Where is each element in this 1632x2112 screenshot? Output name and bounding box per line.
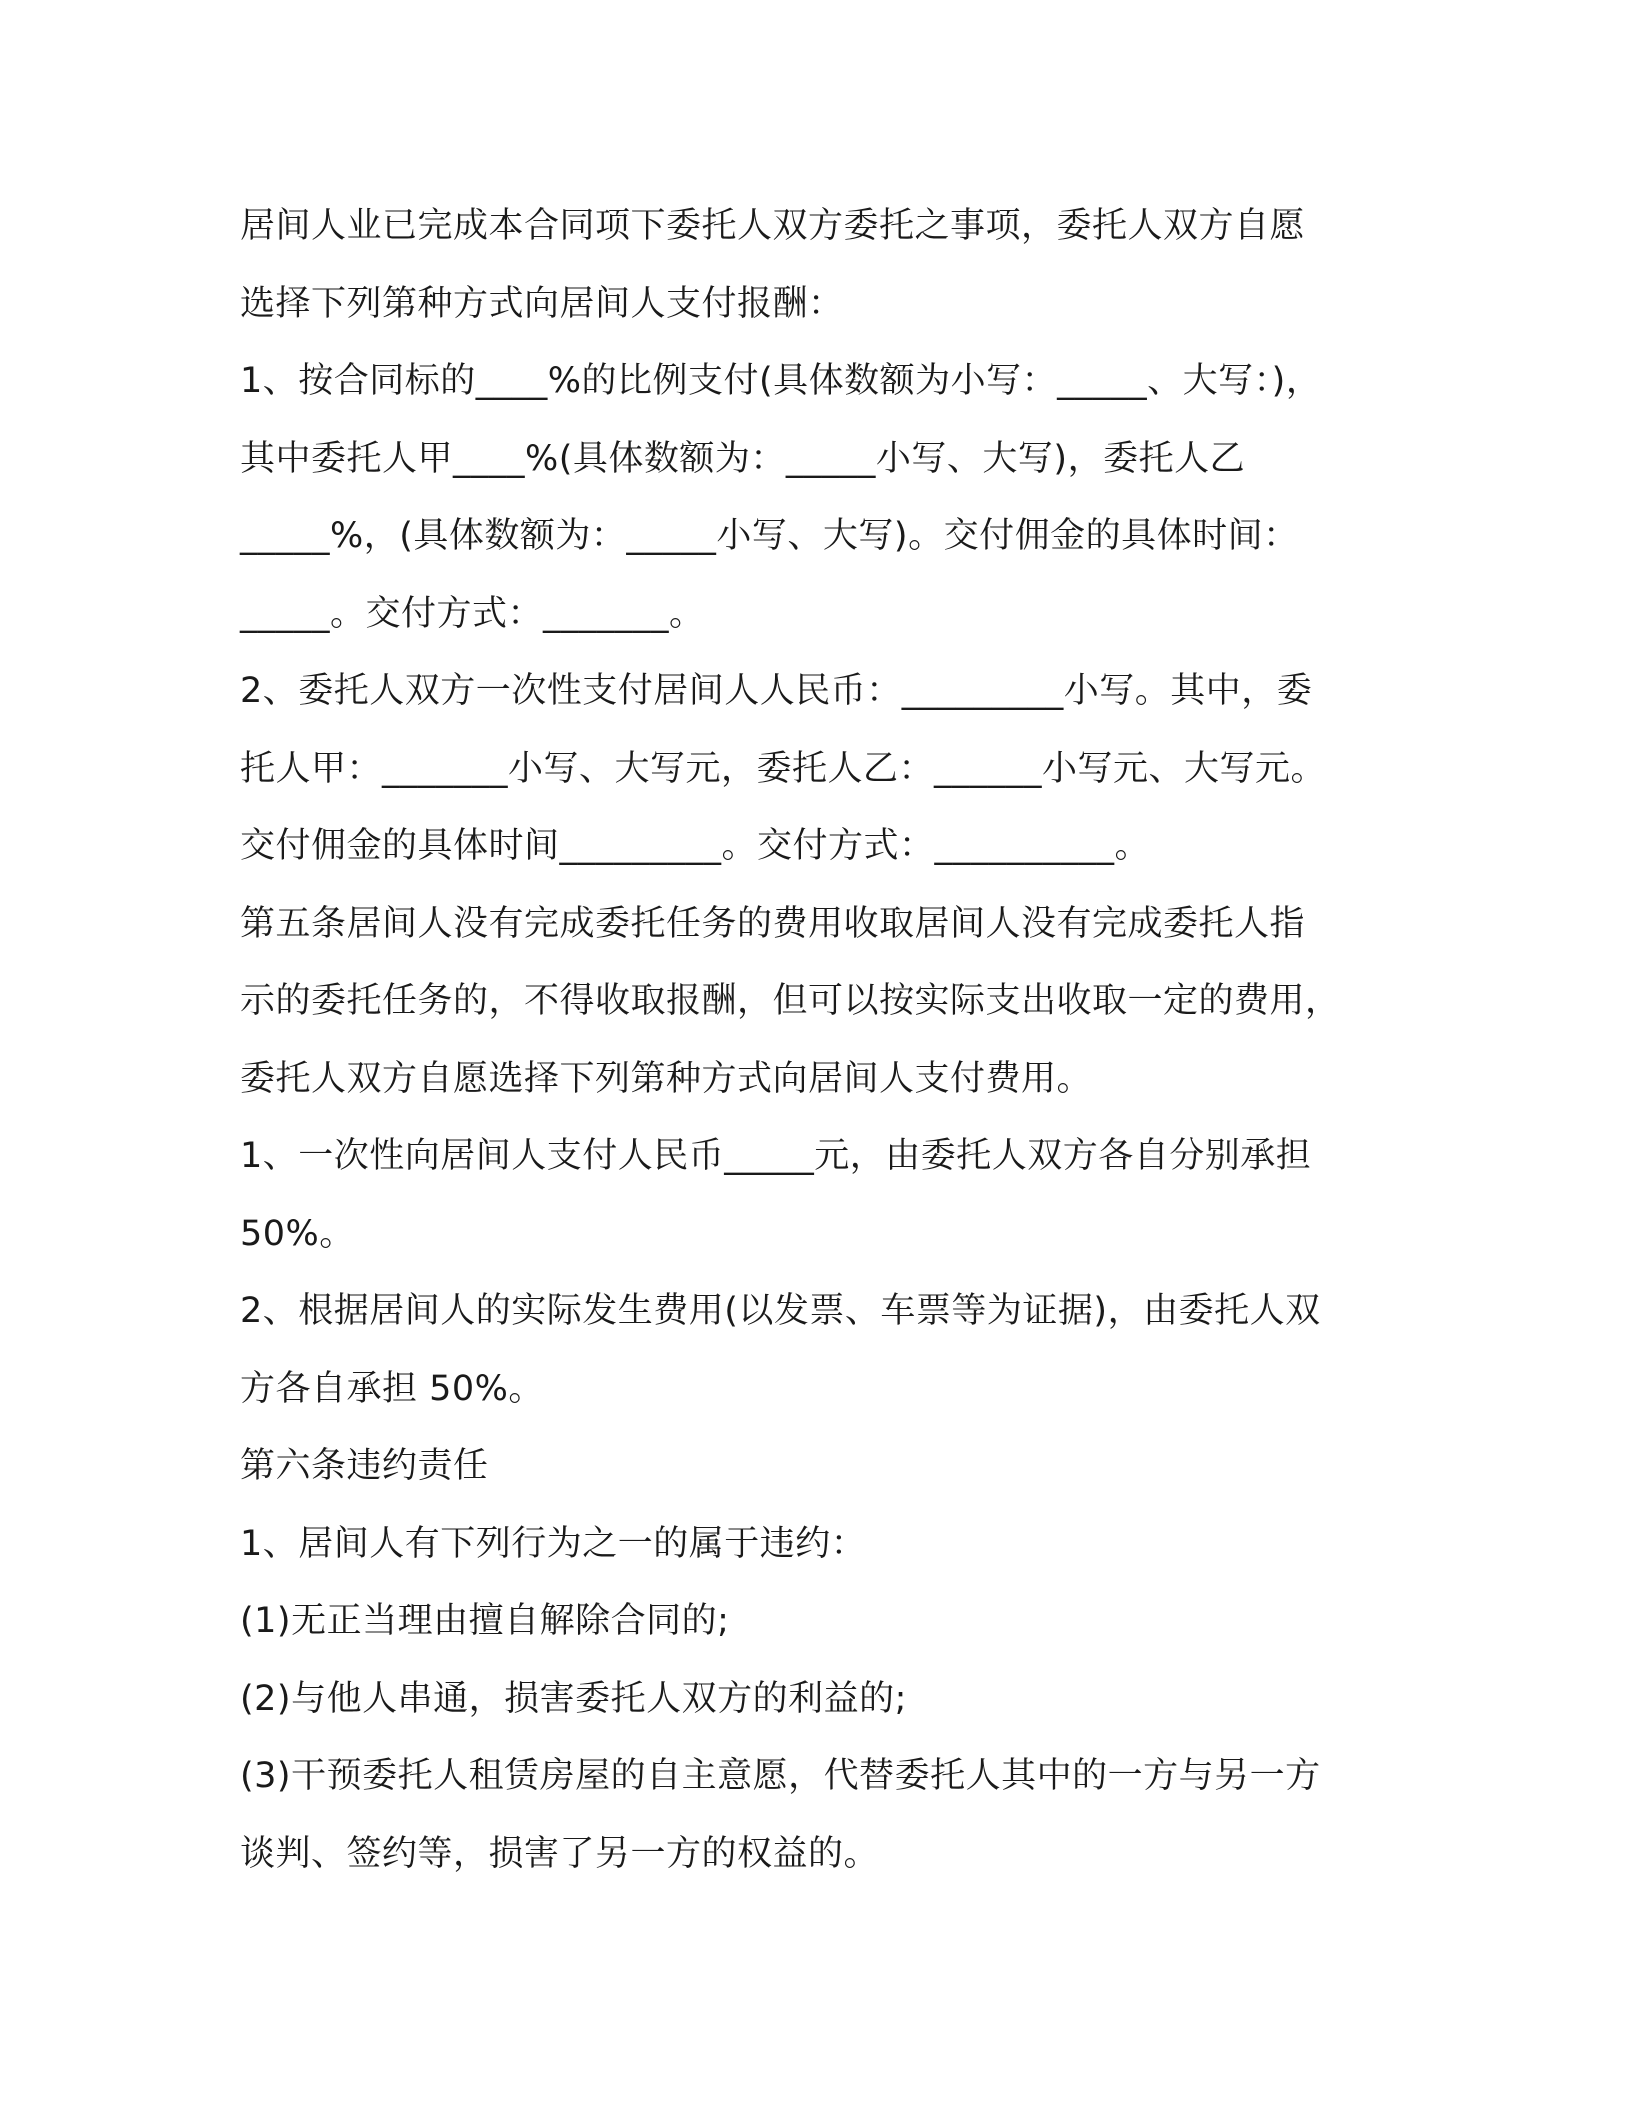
text-line: 托人甲：_______小写、大写元，委托人乙：______小写元、大写元。 — [240, 748, 1327, 789]
text-line: (2)与他人串通，损害委托人双方的利益的; — [240, 1678, 907, 1719]
article-5-heading: 第五条居间人没有完成委托任务的费用收取居间人没有完成委托人指 — [240, 903, 1306, 944]
text-line: 其中委托人甲____%(具体数额为：_____小写、大写)，委托人乙 — [240, 438, 1246, 479]
article-6-heading: 第六条违约责任 — [240, 1446, 489, 1486]
text-line: 1、居间人有下列行为之一的属于违约： — [240, 1523, 867, 1564]
text-line: 1、一次性向居间人支付人民币_____元，由委托人双方各自分别承担 — [240, 1136, 1312, 1176]
text-line: _____。交付方式：_______。 — [240, 593, 705, 634]
text-line: (1)无正当理由擅自解除合同的; — [240, 1601, 730, 1641]
text-line: 示的委托任务的，不得收取报酬，但可以按实际支出收取一定的费用， — [240, 981, 1341, 1021]
text-line: 谈判、签约等，损害了另一方的权益的。 — [240, 1833, 880, 1874]
text-line: (3)干预委托人租赁房屋的自主意愿，代替委托人其中的一方与另一方 — [240, 1756, 1321, 1796]
text-line: 居间人业已完成本合同项下委托人双方委托之事项，委托人双方自愿 — [240, 206, 1306, 246]
text-line: 方各自承担 50%。 — [240, 1368, 544, 1409]
text-line: 2、委托人双方一次性支付居间人人民币：_________小写。其中，委 — [240, 671, 1313, 711]
text-line: 1、按合同标的____%的比例支付(具体数额为小写：_____、大写：)， — [240, 361, 1322, 401]
text-line: 50%。 — [240, 1213, 355, 1254]
text-line: 2、根据居间人的实际发生费用(以发票、车票等为证据)，由委托人双 — [240, 1291, 1321, 1331]
text-line: 委托人双方自愿选择下列第种方式向居间人支付费用。 — [240, 1058, 1093, 1099]
contract-text — [240, 188, 1410, 1893]
text-line: _____%，(具体数额为：_____小写、大写)。交付佣金的具体时间： — [240, 516, 1299, 556]
text-line: 交付佣金的具体时间_________。交付方式：__________。 — [240, 826, 1151, 866]
text-line: 选择下列第种方式向居间人支付报酬： — [240, 283, 844, 324]
